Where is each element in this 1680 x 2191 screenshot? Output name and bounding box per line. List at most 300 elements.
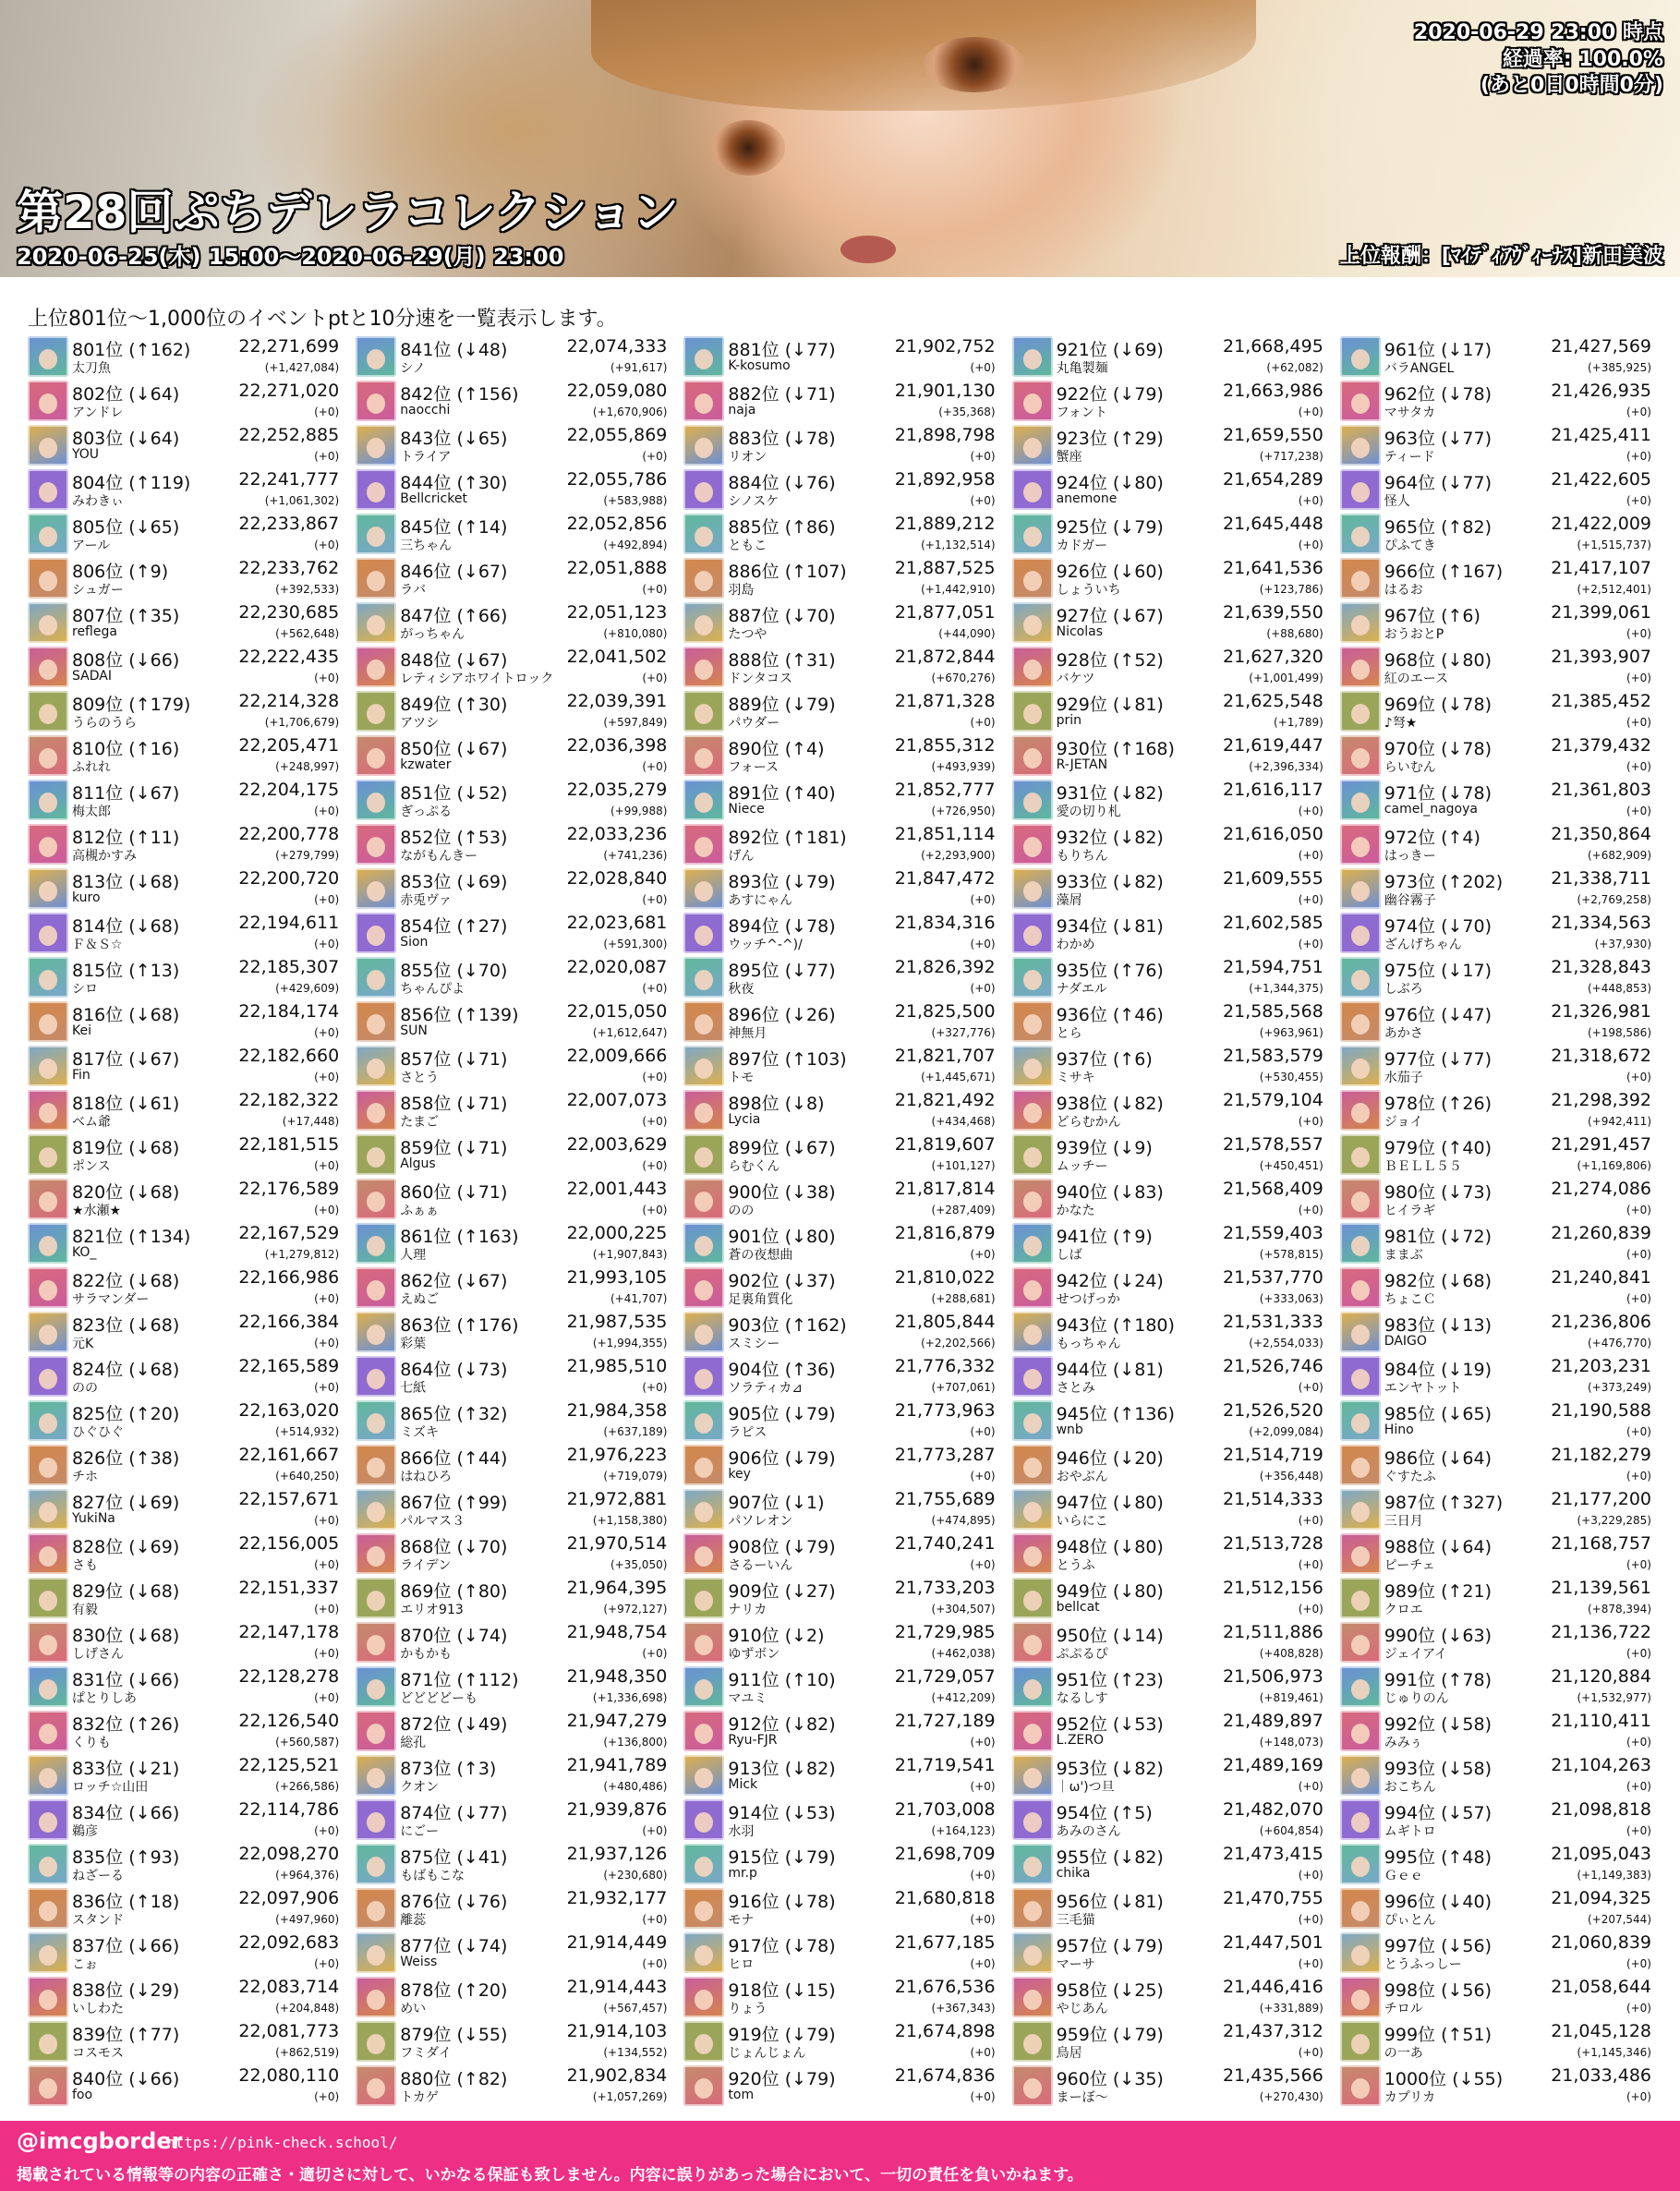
entry-10min-speed: (+637,189): [603, 1425, 668, 1438]
ranking-row: [356, 1576, 672, 1620]
ranking-row: [1012, 999, 1329, 1044]
entry-info: [400, 824, 672, 866]
entry-name: kzwater: [400, 757, 452, 772]
idol-avatar-icon: [1012, 1134, 1053, 1175]
idol-avatar-icon: [1012, 647, 1053, 687]
entry-info: [1384, 1400, 1657, 1443]
entry-info: [72, 558, 344, 600]
idol-avatar-icon: [683, 1844, 724, 1884]
entry-info: [728, 1445, 1000, 1487]
entry-name: YukiNa: [72, 1511, 115, 1526]
entry-10min-speed: (+1,336,698): [592, 1691, 668, 1704]
ranking-row: [356, 1975, 672, 2019]
entry-rank: 801位 (↑162): [72, 340, 191, 360]
entry-10min-speed: (+333,063): [1259, 1292, 1323, 1305]
entry-10min-speed: (+0): [1298, 1204, 1323, 1217]
entry-rank: 877位 (↓74): [400, 1936, 508, 1956]
entry-10min-speed: (+0): [642, 1204, 668, 1217]
entry-name: ゆずボン: [728, 1647, 780, 1662]
entry-points: 22,204,175: [238, 780, 340, 800]
entry-info: [1057, 1179, 1329, 1221]
entry-10min-speed: (+719,079): [603, 1470, 668, 1483]
entry-points: 22,015,050: [566, 1001, 668, 1022]
entry-info: [1384, 1001, 1657, 1044]
entry-name: げん: [728, 849, 755, 864]
entry-points: 22,165,589: [238, 1356, 340, 1376]
disclaimer: 掲載されている情報等の内容の正確さ・適切さに対して、いかなる保証も致しません。内容に誤りがあった場合において、一切の責任を負いかねます。: [17, 2166, 1083, 2185]
ranking-row: [683, 334, 1000, 379]
idol-avatar-icon: [1012, 558, 1053, 599]
entry-rank: 844位 (↑30): [400, 473, 508, 493]
entry-points: 21,585,568: [1223, 1001, 1323, 1022]
entry-10min-speed: (+270,430): [1259, 2090, 1323, 2103]
entry-points: 21,889,212: [894, 514, 996, 534]
entry-rank: 939位 (↓9): [1056, 1138, 1153, 1158]
ranking-column: [1012, 334, 1329, 2108]
entry-rank: 807位 (↑35): [72, 606, 180, 626]
entry-info: [1057, 558, 1329, 600]
footer-bar: [0, 2121, 1680, 2191]
entry-points: 21,583,579: [1223, 1046, 1323, 1066]
idol-avatar-icon: [683, 1622, 724, 1663]
ranking-row: [1012, 1842, 1329, 1886]
ranking-row: [1340, 1664, 1657, 1709]
entry-10min-speed: (+0): [1626, 2002, 1651, 2015]
entry-rank: 845位 (↑14): [400, 517, 508, 538]
ranking-row: [356, 999, 672, 1044]
entry-10min-speed: (+0): [314, 1381, 340, 1394]
idol-avatar-icon: [1340, 2021, 1381, 2062]
entry-name: 愛の切り札: [1056, 805, 1121, 819]
entry-info: [728, 824, 1000, 866]
entry-points: 21,506,973: [1223, 1666, 1323, 1687]
entry-points: 21,537,770: [1223, 1267, 1323, 1288]
ranking-row: [1012, 1487, 1329, 1531]
entry-points: 22,181,515: [238, 1134, 340, 1155]
entry-10min-speed: (+0): [314, 539, 340, 551]
entry-rank: 900位 (↓38): [728, 1182, 836, 1203]
ranking-row: [1012, 334, 1329, 379]
entry-rank: 990位 (↓63): [1384, 1626, 1493, 1646]
entry-info: [1057, 1533, 1329, 1576]
entry-info: [1384, 381, 1657, 423]
entry-10min-speed: (+44,090): [938, 627, 996, 640]
entry-10min-speed: (+123,786): [1259, 583, 1323, 596]
entry-points: 21,680,818: [894, 1888, 996, 1908]
idol-avatar-icon: [356, 558, 396, 599]
idol-avatar-icon: [356, 1489, 396, 1530]
idol-avatar-icon: [1340, 1400, 1381, 1441]
entry-rank: 865位 (↑32): [400, 1404, 508, 1424]
entry-rank: 869位 (↑80): [400, 1581, 508, 1602]
entry-info: [728, 2021, 1000, 2064]
entry-info: [400, 868, 672, 911]
entry-rank: 905位 (↓79): [728, 1404, 836, 1424]
entry-name: とうふっしー: [1384, 1957, 1462, 1972]
entry-points: 21,568,409: [1223, 1179, 1323, 1199]
entry-rank: 838位 (↓29): [72, 1980, 180, 2001]
entry-10min-speed: (+2,769,258): [1577, 893, 1651, 906]
intro-text: 上位801位～1,000位のイベントptと10分速を一覧表示します。: [28, 308, 617, 331]
entry-points: 22,222,435: [238, 647, 340, 667]
ranking-row: [683, 1132, 1000, 1177]
entry-10min-speed: (+0): [1298, 1558, 1323, 1571]
entry-name: めい: [400, 2002, 427, 2016]
idol-avatar-icon: [1340, 1799, 1381, 1840]
timestamp-block: [1414, 20, 1663, 100]
entry-10min-speed: (+0): [314, 805, 340, 817]
idol-avatar-icon: [1012, 1356, 1053, 1397]
entry-info: [400, 425, 672, 467]
entry-10min-speed: (+367,343): [931, 2002, 996, 2015]
entry-rank: 913位 (↓82): [728, 1759, 836, 1779]
entry-name: あみのさん: [1056, 1824, 1121, 1839]
idol-avatar-icon: [1012, 913, 1053, 953]
ranking-row: [1012, 1531, 1329, 1576]
entry-rank: 890位 (↑4): [728, 739, 825, 759]
ranking-row: [1012, 600, 1329, 645]
entry-info: [72, 1533, 344, 1576]
entry-10min-speed: (+279,799): [275, 849, 340, 862]
entry-rank: 805位 (↓65): [72, 517, 180, 538]
entry-points: 21,834,316: [894, 913, 996, 933]
entry-10min-speed: (+1,279,812): [264, 1248, 340, 1261]
entry-points: 21,987,535: [566, 1312, 668, 1332]
idol-avatar-icon: [28, 1046, 68, 1086]
entry-info: [728, 514, 1000, 556]
entry-name: Kei: [72, 1023, 91, 1038]
idol-avatar-icon: [1012, 469, 1053, 510]
idol-avatar-icon: [28, 868, 68, 909]
entry-points: 21,417,107: [1551, 558, 1651, 578]
entry-rank: 830位 (↓68): [72, 1626, 180, 1646]
idol-avatar-icon: [28, 558, 68, 599]
entry-info: [1384, 957, 1657, 999]
entry-rank: 812位 (↑11): [72, 828, 180, 848]
ranking-row: [28, 822, 344, 866]
entry-name: 高槻かすみ: [72, 849, 137, 864]
idol-avatar-icon: [1012, 1622, 1053, 1663]
entry-rank: 894位 (↓78): [728, 916, 836, 937]
entry-10min-speed: (+741,236): [603, 849, 668, 862]
entry-10min-speed: (+0): [1626, 406, 1651, 418]
entry-points: 21,489,169: [1223, 1755, 1323, 1775]
entry-10min-speed: (+0): [970, 2090, 996, 2103]
entry-10min-speed: (+878,394): [1587, 1603, 1651, 1616]
entry-rank: 941位 (↑9): [1056, 1227, 1153, 1247]
entry-name: Sion: [400, 935, 429, 950]
entry-rank: 862位 (↓67): [400, 1271, 508, 1291]
entry-rank: 836位 (↑18): [72, 1892, 180, 1912]
entry-name: バケツ: [1056, 672, 1095, 686]
ranking-row: [356, 556, 672, 600]
entry-10min-speed: (+0): [642, 1381, 668, 1394]
entry-points: 21,470,755: [1223, 1888, 1323, 1908]
entry-10min-speed: (+37,930): [1594, 938, 1651, 950]
entry-info: [1384, 1578, 1657, 1620]
idol-avatar-icon: [356, 1755, 396, 1796]
entry-name: ピーチェ: [1384, 1558, 1435, 1573]
entry-name: おうおとP: [1384, 627, 1444, 642]
ranking-row: [683, 2019, 1000, 2064]
ranking-row: [683, 1310, 1000, 1354]
entry-name: foo: [72, 2088, 93, 2102]
entry-10min-speed: (+0): [1298, 1957, 1323, 1970]
idol-avatar-icon: [28, 1844, 68, 1884]
idol-avatar-icon: [1012, 1223, 1053, 1264]
entry-points: 22,182,660: [238, 1046, 340, 1066]
ranking-row: [1012, 423, 1329, 467]
idol-avatar-icon: [1012, 1046, 1053, 1086]
entry-rank: 857位 (↓71): [400, 1049, 508, 1070]
header-banner: [0, 0, 1680, 277]
ranking-row: [1340, 1842, 1657, 1886]
entry-rank: 963位 (↓77): [1384, 429, 1493, 449]
entry-name: リオン: [728, 450, 767, 465]
entry-info: [72, 1888, 344, 1931]
entry-10min-speed: (+2,099,084): [1249, 1425, 1323, 1438]
entry-rank: 988位 (↓64): [1384, 1537, 1493, 1557]
idol-avatar-icon: [356, 913, 396, 953]
idol-avatar-icon: [683, 1223, 724, 1264]
ranking-row: [1012, 1576, 1329, 1620]
entry-name: ぱとりしあ: [72, 1691, 137, 1706]
entry-10min-speed: (+810,080): [603, 627, 668, 640]
entry-points: 21,887,525: [894, 558, 996, 578]
idol-avatar-icon: [28, 381, 68, 421]
idol-avatar-icon: [683, 1134, 724, 1175]
ranking-row: [683, 1753, 1000, 1798]
entry-rank: 976位 (↓47): [1384, 1005, 1493, 1025]
ranking-row: [356, 1044, 672, 1088]
entry-name: L.ZERO: [1056, 1733, 1105, 1748]
ranking-row: [1340, 556, 1657, 600]
entry-rank: 912位 (↓82): [728, 1714, 836, 1735]
entry-10min-speed: (+0): [314, 1691, 340, 1704]
entry-rank: 945位 (↑136): [1056, 1404, 1175, 1424]
entry-info: [1384, 647, 1657, 689]
ranking-row: [683, 1620, 1000, 1664]
idol-avatar-icon: [356, 1622, 396, 1663]
entry-info: [728, 1932, 1000, 1975]
idol-avatar-icon: [28, 2065, 68, 2106]
ranking-row: [683, 1398, 1000, 1443]
idol-avatar-icon: [28, 1134, 68, 1175]
banner-art-mouth: [840, 236, 896, 263]
entry-points: 21,877,051: [894, 602, 996, 623]
entry-name: 三日月: [1384, 1514, 1423, 1529]
idol-avatar-icon: [1012, 514, 1053, 554]
entry-name: シノスケ: [728, 494, 780, 509]
entry-info: [72, 1977, 344, 2019]
entry-info: [72, 1666, 344, 1709]
entry-10min-speed: (+1,994,355): [592, 1337, 668, 1350]
entry-rank: 911位 (↑10): [728, 1670, 836, 1690]
entry-rank: 991位 (↑78): [1384, 1670, 1493, 1690]
entry-name: YOU: [72, 447, 100, 462]
entry-info: [1384, 1533, 1657, 1576]
entry-10min-speed: (+134,552): [603, 2046, 668, 2059]
entry-10min-speed: (+604,854): [1259, 1824, 1323, 1837]
entry-points: 21,120,884: [1551, 1666, 1651, 1687]
entry-10min-speed: (+0): [1626, 2090, 1651, 2103]
ranking-row: [1340, 645, 1657, 689]
entry-name: クロエ: [1384, 1603, 1423, 1617]
entry-points: 21,625,548: [1223, 691, 1323, 711]
ranking-row: [28, 1620, 344, 1664]
entry-info: [1057, 1356, 1329, 1398]
entry-10min-speed: (+2,512,401): [1577, 583, 1651, 596]
entry-info: [728, 1223, 1000, 1265]
entry-rank: 987位 (↑327): [1384, 1493, 1504, 1513]
entry-info: [1384, 1799, 1657, 1842]
entry-info: [400, 1666, 672, 1709]
ranking-row: [1340, 1931, 1657, 1975]
idol-avatar-icon: [1340, 913, 1381, 953]
site-url[interactable]: https://pink-check.school/: [166, 2134, 398, 2151]
entry-name: ティード: [1384, 450, 1435, 465]
ranking-row: [683, 1798, 1000, 1842]
twitter-handle[interactable]: @imcgborder: [17, 2128, 183, 2154]
entry-rank: 979位 (↑40): [1384, 1138, 1493, 1158]
entry-10min-speed: (+1,612,647): [592, 1026, 668, 1039]
idol-avatar-icon: [356, 1977, 396, 2017]
idol-avatar-icon: [28, 1578, 68, 1618]
entry-info: [400, 1977, 672, 2019]
entry-info: [400, 957, 672, 999]
entry-info: [400, 1932, 672, 1975]
entry-rank: 883位 (↓78): [728, 429, 836, 449]
entry-name: ぴふてき: [1384, 539, 1436, 553]
ranking-row: [1012, 1798, 1329, 1842]
ranking-row: [356, 467, 672, 512]
idol-avatar-icon: [683, 1267, 724, 1308]
entry-name: Lycia: [728, 1112, 761, 1127]
entry-rank: 810位 (↑16): [72, 739, 180, 759]
entry-name: naja: [728, 403, 756, 418]
ranking-row: [683, 733, 1000, 778]
entry-points: 21,855,312: [894, 735, 996, 756]
entry-rank: 937位 (↑6): [1056, 1049, 1153, 1070]
entry-rank: 980位 (↓73): [1384, 1182, 1493, 1203]
entry-points: 22,161,667: [238, 1445, 340, 1465]
entry-info: [1384, 602, 1657, 645]
entry-rank: 898位 (↓8): [728, 1094, 825, 1114]
entry-10min-speed: (+0): [1626, 760, 1651, 773]
ranking-row: [683, 1044, 1000, 1088]
entry-info: [72, 1046, 344, 1088]
entry-rank: 908位 (↓79): [728, 1537, 836, 1557]
entry-points: 21,260,839: [1551, 1223, 1651, 1243]
entry-rank: 833位 (↓21): [72, 1759, 180, 1779]
entry-name: ロッチ☆山田: [72, 1780, 149, 1795]
entry-points: 21,719,541: [894, 1755, 996, 1775]
entry-points: 21,422,605: [1551, 469, 1651, 490]
idol-avatar-icon: [1340, 1356, 1381, 1397]
entry-name: どらむかん: [1056, 1115, 1121, 1130]
entry-info: [72, 647, 344, 689]
entry-name: フォント: [1056, 406, 1107, 420]
entry-info: [728, 602, 1000, 645]
entry-10min-speed: (+0): [1298, 494, 1323, 507]
idol-avatar-icon: [1012, 336, 1053, 377]
entry-name: 紅のエース: [1384, 672, 1449, 686]
ranking-row: [1340, 334, 1657, 379]
entry-info: [728, 336, 1000, 379]
entry-info: [1057, 1001, 1329, 1044]
entry-name: ジョイ: [1384, 1115, 1423, 1130]
idol-avatar-icon: [356, 735, 396, 776]
ranking-row: [28, 556, 344, 600]
entry-10min-speed: (+726,950): [931, 805, 996, 817]
entry-name: ★水瀬★: [72, 1204, 122, 1218]
entry-rank: 854位 (↑27): [400, 916, 508, 937]
ranking-row: [1012, 866, 1329, 911]
entry-rank: 932位 (↓82): [1056, 828, 1164, 848]
ranking-row: [1340, 379, 1657, 423]
entry-name: ウッチ^-^)/: [728, 938, 803, 952]
ranking-row: [356, 733, 672, 778]
entry-points: 21,426,935: [1551, 381, 1651, 401]
idol-avatar-icon: [28, 691, 68, 732]
entry-info: [400, 1134, 672, 1177]
entry-rank: 978位 (↑26): [1384, 1094, 1493, 1114]
entry-name: のの: [72, 1381, 98, 1396]
entry-10min-speed: (+0): [970, 1780, 996, 1793]
entry-name: らいむん: [1384, 760, 1436, 775]
entry-rank: 927位 (↓67): [1056, 606, 1164, 626]
entry-name: ちゃんぴよ: [400, 982, 465, 997]
entry-rank: 897位 (↑103): [728, 1049, 847, 1070]
entry-name: bellcat: [1056, 1600, 1100, 1615]
idol-avatar-icon: [356, 1223, 396, 1264]
idol-avatar-icon: [356, 1799, 396, 1840]
entry-name: 水茄子: [1384, 1071, 1423, 1085]
entry-rank: 996位 (↓40): [1384, 1892, 1493, 1912]
entry-rank: 903位 (↑162): [728, 1315, 847, 1336]
idol-avatar-icon: [1340, 1090, 1381, 1131]
entry-info: [400, 1844, 672, 1886]
entry-rank: 953位 (↓82): [1056, 1759, 1164, 1779]
entry-points: 22,080,110: [238, 2065, 340, 2086]
idol-avatar-icon: [28, 824, 68, 865]
entry-rank: 961位 (↓17): [1384, 340, 1493, 360]
entry-info: [1384, 336, 1657, 379]
entry-points: 21,659,550: [1223, 425, 1323, 445]
entry-name: フォース: [728, 760, 779, 775]
entry-info: [728, 1666, 1000, 1709]
entry-name: ナリカ: [728, 1603, 767, 1617]
idol-avatar-icon: [28, 1445, 68, 1485]
idol-avatar-icon: [356, 780, 396, 820]
entry-10min-speed: (+1,158,380): [592, 1514, 668, 1527]
ranking-row: [1340, 955, 1657, 999]
entry-name: しぶろ: [1384, 982, 1423, 997]
idol-avatar-icon: [1012, 1844, 1053, 1884]
entry-name: パウダー: [728, 716, 780, 731]
entry-points: 21,326,981: [1551, 1001, 1651, 1022]
entry-points: 21,350,864: [1551, 824, 1651, 844]
idol-avatar-icon: [1012, 1267, 1053, 1308]
entry-info: [72, 1356, 344, 1398]
entry-name: 神無月: [728, 1026, 767, 1041]
entry-points: 21,902,752: [894, 336, 996, 357]
entry-points: 21,914,103: [566, 2021, 668, 2041]
idol-avatar-icon: [683, 602, 724, 643]
ranking-row: [683, 379, 1000, 423]
idol-avatar-icon: [356, 2021, 396, 2062]
entry-name: もっちゃん: [1056, 1337, 1121, 1351]
